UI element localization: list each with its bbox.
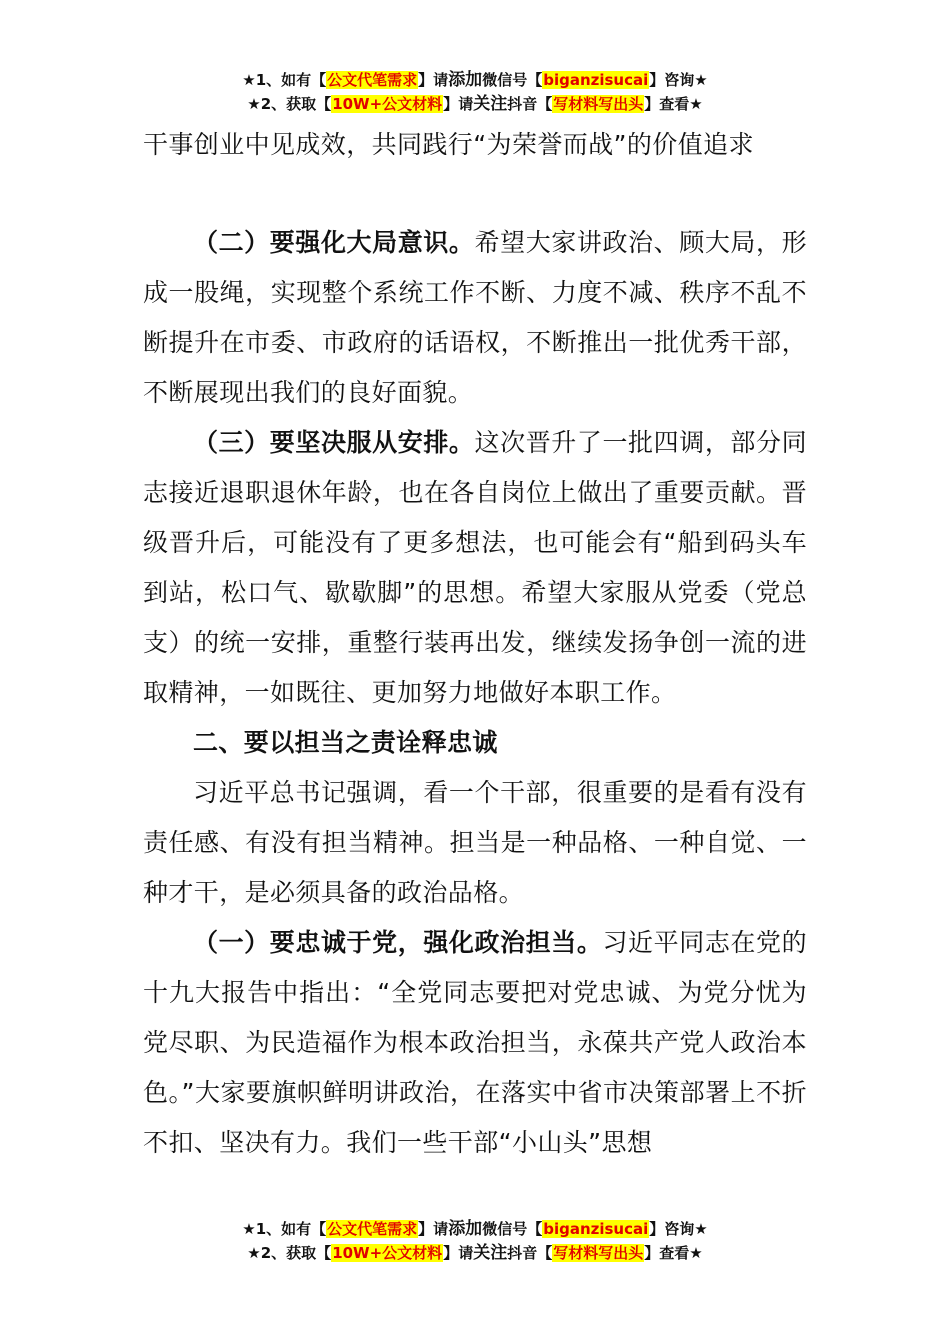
footer-banner bbox=[0, 1217, 950, 1265]
highlight-ghostwriting: 公文代笔需求 bbox=[327, 1220, 418, 1238]
highlight-wechat-id: biganzisucai bbox=[543, 1220, 649, 1238]
star-icon: ★ bbox=[242, 71, 256, 89]
paragraph-gap bbox=[143, 170, 807, 218]
paragraph-overall-awareness: （二）要强化大局意识。希望大家讲政治、顾大局，形成一股绳，实现整个系统工作不断、力度不减、秩序不乱不断提升在市委、市政府的话语权，不断推出一批优秀干部，不断展现出我们的良好面貌。 bbox=[143, 228, 808, 407]
banner-line-1: ★1、如有【公文代笔需求】请添加微信号【biganzisucai】咨询★ bbox=[242, 70, 708, 90]
banner-line-1: ★1、如有【公文代笔需求】请添加微信号【biganzisucai】咨询★ bbox=[242, 1219, 708, 1239]
highlight-materials: 10W+公文材料 bbox=[332, 1244, 443, 1262]
highlight-douyin: 写材料写出头 bbox=[553, 1244, 644, 1262]
banner-line-2: ★2、获取【10W+公文材料】请关注抖音【写材料写出头】查看★ bbox=[247, 94, 703, 114]
star-icon: ★ bbox=[247, 1244, 261, 1262]
paragraph-lead: （三）要坚决服从安排。 bbox=[193, 428, 475, 457]
highlight-douyin: 写材料写出头 bbox=[553, 95, 644, 113]
section-heading: 二、要以担当之责诠释忠诚 bbox=[193, 728, 498, 757]
banner-line-2: ★2、获取【10W+公文材料】请关注抖音【写材料写出头】查看★ bbox=[247, 1243, 703, 1263]
highlight-materials: 10W+公文材料 bbox=[332, 95, 443, 113]
paragraph-lead: （一）要忠诚于党，强化政治担当。 bbox=[193, 928, 603, 957]
paragraph-loyalty: （一）要忠诚于党，强化政治担当。习近平同志在党的十九大报告中指出：“全党同志要把对党忠诚、为党分忧为党尽职、为民造福作为根本政治担当，永葆共产党人政治本色。”大家要旗帜鲜明讲政治，在落实中省市决策部署上不折不扣、坚决有力。我们一些干部“小山头”思想 bbox=[143, 928, 808, 1157]
star-icon: ★ bbox=[247, 95, 261, 113]
paragraph-obey-arrangement: （三）要坚决服从安排。这次晋升了一批四调，部分同志接近退职退休年龄，也在各自岗位上做出了重要贡献。晋级晋升后，可能没有了更多想法，也可能会有“船到码头车到站，松口气、歇歇脚”的思想。希望大家服从党委（党总支）的统一安排，重整行装再出发，继续发扬争创一流的进取精神，一如既往、更加努力地做好本职工作。 bbox=[143, 428, 808, 707]
document-body bbox=[143, 120, 807, 1168]
star-icon: ★ bbox=[242, 1220, 256, 1238]
header-banner bbox=[0, 68, 950, 116]
paragraph-responsibility: 习近平总书记强调，看一个干部，很重要的是看有没有责任感、有没有担当精神。担当是一种品格、一种自觉、一种才干，是必须具备的政治品格。 bbox=[143, 778, 807, 907]
highlight-wechat-id: biganzisucai bbox=[543, 71, 649, 89]
paragraph-continued: 干事创业中见成效，共同践行“为荣誉而战”的价值追求 bbox=[143, 130, 754, 159]
highlight-ghostwriting: 公文代笔需求 bbox=[327, 71, 418, 89]
paragraph-lead: （二）要强化大局意识。 bbox=[193, 228, 475, 257]
